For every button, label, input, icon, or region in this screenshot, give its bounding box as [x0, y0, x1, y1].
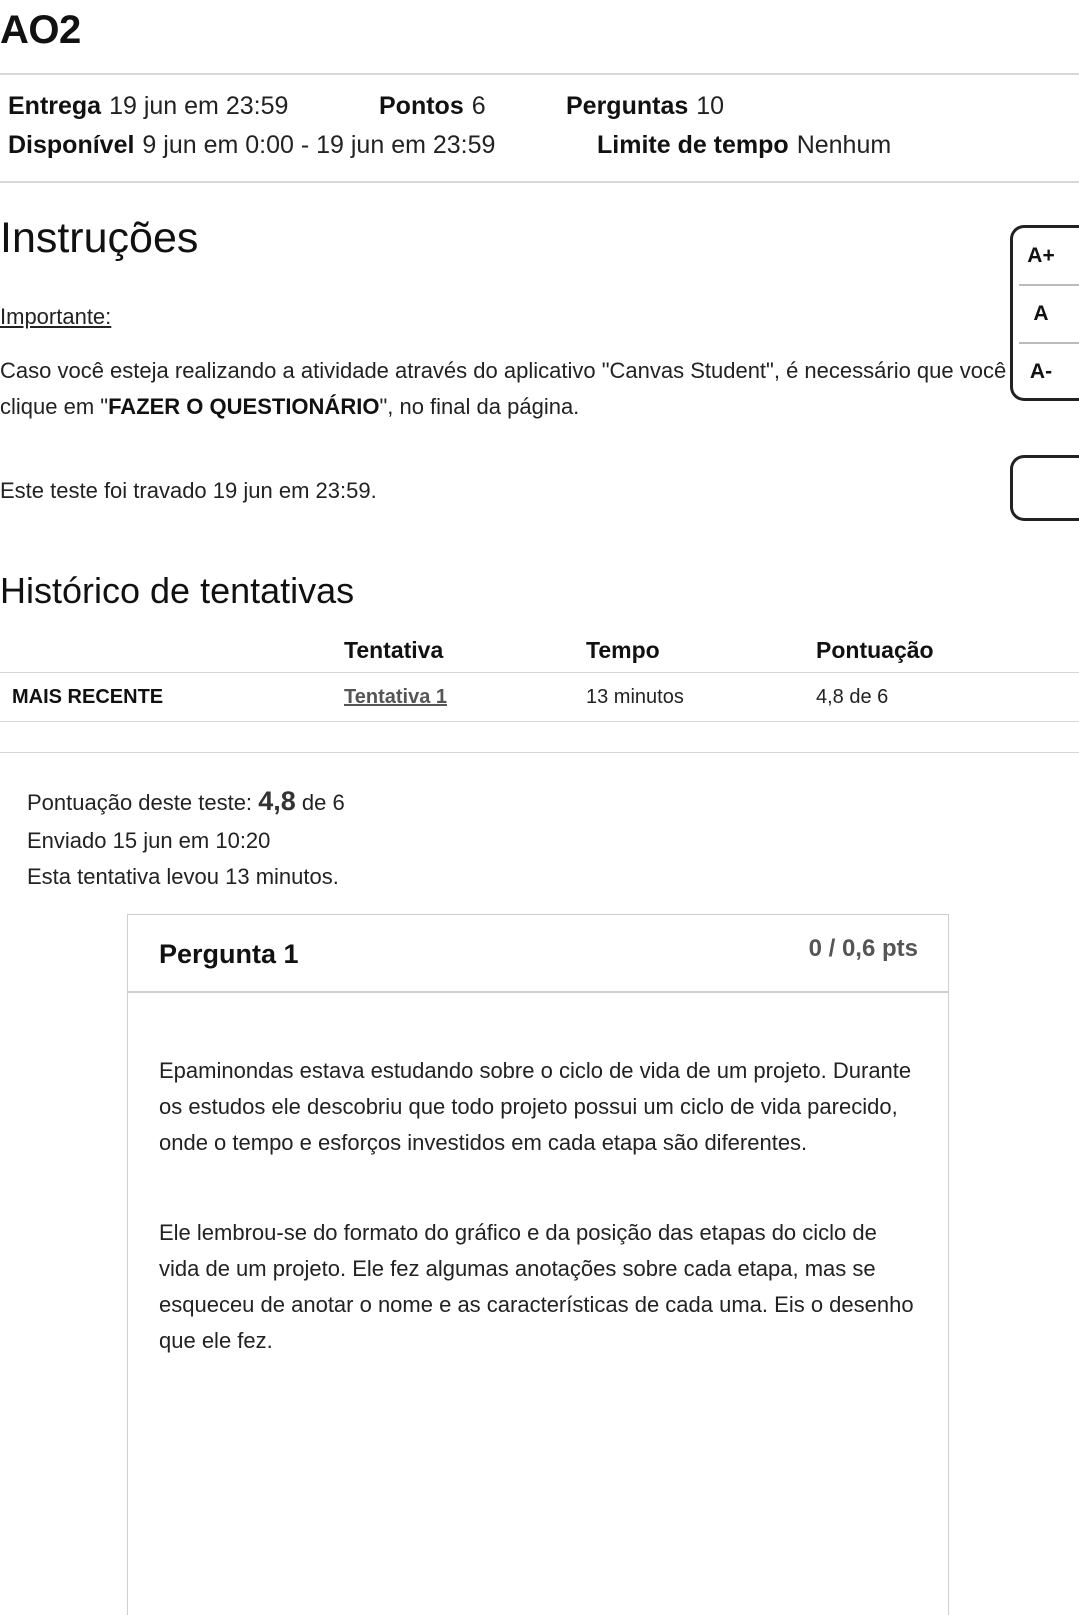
question-title: Pergunta 1 — [159, 939, 299, 969]
col-time: Tempo — [586, 637, 660, 663]
question-points: 0 / 0,6 pts — [808, 935, 918, 962]
row-label: MAIS RECENTE — [12, 686, 164, 708]
time-limit-value: Nenhum — [796, 131, 892, 159]
points — [379, 92, 486, 121]
font-normal-button[interactable]: A — [1033, 302, 1049, 325]
due-value: 19 jun em 23:59 — [109, 92, 289, 120]
table-divider — [0, 721, 1079, 722]
duration-info: Esta tentativa levou 13 minutos. — [27, 864, 339, 889]
questions-label: Perguntas — [566, 92, 689, 120]
instructions-text-after: ", no final da página. — [379, 394, 580, 419]
score-value: 4,8 — [258, 786, 296, 816]
available-label: Disponível — [8, 131, 135, 159]
divider — [0, 181, 1079, 183]
table-divider — [0, 672, 1079, 673]
question-header — [128, 915, 948, 993]
font-increase-button[interactable]: A+ — [1027, 244, 1055, 267]
font-decrease-button[interactable]: A- — [1029, 360, 1053, 383]
question-paragraph-2: Ele lembrou-se do formato do gráfico e da posição das etapas do ciclo de vida de um projeto. Ele fez algumas anotações sobre cada etapa, mas se esqueceu de anotar o nome e as características de cada uma. Eis o desenho que ele fez. — [159, 1220, 914, 1353]
due-date — [8, 92, 288, 121]
instructions-heading: Instruções — [0, 214, 199, 262]
score-total: de 6 — [301, 790, 345, 815]
question-paragraph-1: Epaminondas estava estudando sobre o ciclo de vida de um projeto. Durante os estudos ele descobriu que todo projeto possui um ciclo de vida parecido, onde o tempo e esforços investidos em cada etapa são diferentes. — [159, 1058, 912, 1155]
time-limit — [597, 131, 891, 160]
col-score: Pontuação — [816, 637, 934, 663]
available-value: 9 jun em 0:00 - 19 jun em 23:59 — [142, 131, 496, 159]
attempt-score — [27, 786, 345, 817]
available-dates — [8, 131, 495, 160]
font-size-controls — [1010, 225, 1079, 401]
attempt-link[interactable]: Tentativa 1 — [344, 686, 447, 708]
instructions-text-before: Caso você esteja realizando a atividade através do aplicativo "Canvas Student", é necessário que você clique em " — [0, 358, 1007, 419]
col-attempt: Tentativa — [344, 637, 444, 663]
side-tab-button[interactable] — [1010, 455, 1079, 521]
score-label: Pontuação deste teste: — [27, 790, 253, 815]
time-limit-label: Limite de tempo — [597, 131, 789, 159]
row-score: 4,8 de 6 — [816, 686, 889, 708]
points-label: Pontos — [379, 92, 464, 120]
submitted-info: Enviado 15 jun em 10:20 — [27, 828, 271, 853]
locked-notice: Este teste foi travado 19 jun em 23:59. — [0, 478, 377, 503]
points-value: 6 — [471, 92, 486, 120]
divider — [0, 752, 1079, 753]
questions-count — [566, 92, 724, 121]
question-card — [127, 914, 949, 1615]
divider — [0, 73, 1079, 75]
due-label: Entrega — [8, 92, 102, 120]
quiz-title: AO2 — [0, 8, 81, 52]
instructions-strong: FAZER O QUESTIONÁRIO — [108, 394, 380, 419]
history-heading: Histórico de tentativas — [0, 570, 355, 611]
questions-value: 10 — [696, 92, 725, 120]
instructions-text — [0, 353, 1010, 425]
row-time: 13 minutos — [586, 686, 684, 708]
important-label: Importante: — [0, 304, 112, 329]
